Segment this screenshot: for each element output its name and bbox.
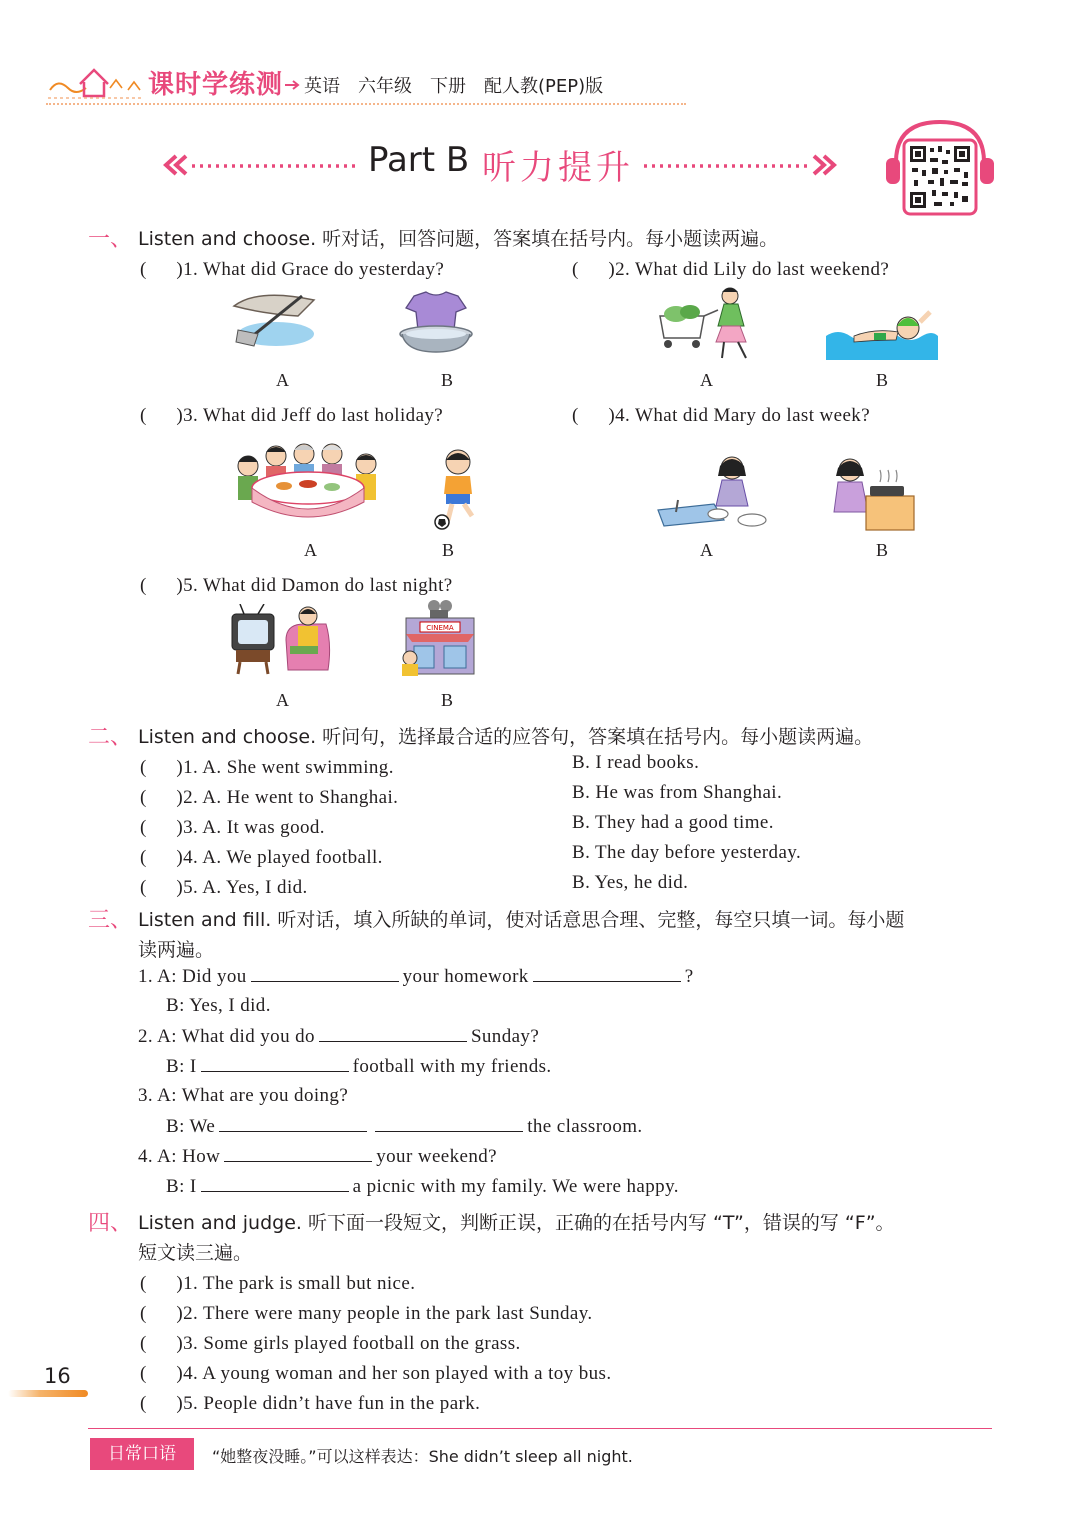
question-5-option-a[interactable]: ( )5. A. Yes, I did. bbox=[140, 877, 308, 898]
question-4[interactable]: ( )4. What did Mary do last week? bbox=[572, 405, 871, 426]
option-a-label: A bbox=[276, 690, 289, 710]
question-3[interactable]: ( )3. What did Jeff do last holiday? bbox=[140, 405, 444, 426]
blank-input[interactable] bbox=[375, 1115, 523, 1132]
section-number: 四、 bbox=[88, 1211, 133, 1236]
section-instruction: Listen and fill. 听对话，填入所缺的单词，使对话意思合理、完整，每空只填一词。每小题 bbox=[138, 909, 905, 931]
shopping-cart-illustration bbox=[652, 286, 768, 362]
footer-rule bbox=[88, 1428, 992, 1429]
dialogue-3-b: B: We the classroom. bbox=[166, 1116, 643, 1137]
blank-input[interactable] bbox=[219, 1115, 367, 1132]
section-number: 二、 bbox=[88, 725, 133, 750]
option-a-label: A bbox=[700, 540, 713, 560]
house-logo-icon bbox=[46, 60, 146, 104]
dialogue-3-a: 3. A: What are you doing? bbox=[138, 1085, 349, 1106]
option-a-label: A bbox=[700, 370, 713, 390]
cinema-illustration bbox=[396, 596, 478, 678]
header-rule bbox=[46, 103, 686, 105]
section-number: 一、 bbox=[88, 227, 133, 252]
section-number: 三、 bbox=[88, 908, 133, 933]
question-2-option-a[interactable]: ( )2. A. He went to Shanghai. bbox=[140, 787, 399, 808]
blank-input[interactable] bbox=[319, 1025, 467, 1042]
section-instruction: Listen and judge. 听下面一段短文，判断正误，正确的在括号内写 “T”，错误的写 “F”。 bbox=[138, 1212, 895, 1234]
judge-item-2[interactable]: ( )2. There were many people in the park last Sunday. bbox=[140, 1303, 593, 1324]
judge-item-4[interactable]: ( )4. A young woman and her son played with a toy bus. bbox=[140, 1363, 612, 1384]
cooking-illustration bbox=[830, 454, 916, 534]
blank-input[interactable] bbox=[533, 965, 681, 982]
banner-title: 听力提升 bbox=[482, 148, 634, 188]
page-number-bar bbox=[8, 1390, 88, 1397]
option-b-label: B bbox=[876, 540, 889, 560]
option-b-label: B bbox=[442, 540, 455, 560]
question-2[interactable]: ( )2. What did Lily do last weekend? bbox=[572, 259, 890, 280]
swimming-illustration bbox=[824, 306, 940, 362]
question-1-option-b[interactable]: B. I read books. bbox=[572, 752, 700, 773]
dialogue-4-a: 4. A: How your weekend? bbox=[138, 1146, 497, 1167]
qr-code-headphones-icon[interactable] bbox=[884, 118, 996, 218]
question-1-option-a[interactable]: ( )1. A. She went swimming. bbox=[140, 757, 394, 778]
blank-input[interactable] bbox=[201, 1055, 349, 1072]
section-instruction-cont: 读两遍。 bbox=[138, 939, 215, 961]
option-b-label: B bbox=[441, 690, 454, 710]
blank-input[interactable] bbox=[251, 965, 399, 982]
cinema-sign-text: CINEMA bbox=[426, 624, 454, 632]
judge-item-1[interactable]: ( )1. The park is small but nice. bbox=[140, 1273, 416, 1294]
question-3-option-a[interactable]: ( )3. A. It was good. bbox=[140, 817, 325, 838]
washing-clothes-illustration bbox=[396, 290, 476, 356]
dialogue-1-b: B: Yes, I did. bbox=[166, 995, 271, 1016]
judge-item-3[interactable]: ( )3. Some girls played football on the grass. bbox=[140, 1333, 521, 1354]
footer-tag: 日常口语 bbox=[90, 1438, 194, 1470]
section-instruction-cont: 短文读三遍。 bbox=[138, 1242, 253, 1264]
question-1[interactable]: ( )1. What did Grace do yesterday? bbox=[140, 259, 445, 280]
judge-item-5[interactable]: ( )5. People didn’t have fun in the park. bbox=[140, 1393, 481, 1414]
family-dinner-illustration bbox=[228, 440, 386, 524]
question-2-option-b[interactable]: B. He was from Shanghai. bbox=[572, 782, 783, 803]
footer-tip: “她整夜没睡。”可以这样表达：She didn’t sleep all night. bbox=[212, 1447, 633, 1466]
section-instruction: Listen and choose. 听问句，选择最合适的应答句，答案填在括号内。每小题读两遍。 bbox=[138, 726, 874, 748]
brand-title: 课时学练测 bbox=[148, 70, 284, 100]
question-3-option-b[interactable]: B. They had a good time. bbox=[572, 812, 774, 833]
question-4-option-b[interactable]: B. The day before yesterday. bbox=[572, 842, 802, 863]
arrow-icon bbox=[284, 78, 302, 92]
playing-football-illustration bbox=[426, 448, 490, 530]
mopping-floor-illustration bbox=[228, 286, 324, 352]
question-5[interactable]: ( )5. What did Damon do last night? bbox=[140, 575, 453, 596]
double-chevron-right-icon bbox=[642, 150, 838, 180]
watching-tv-illustration bbox=[228, 604, 336, 680]
dialogue-1-a: 1. A: Did you your homework ? bbox=[138, 966, 694, 987]
dialogue-4-b: B: I a picnic with my family. We were happy. bbox=[166, 1176, 679, 1197]
option-b-label: B bbox=[876, 370, 889, 390]
question-5-option-b[interactable]: B. Yes, he did. bbox=[572, 872, 689, 893]
banner-part: Part B bbox=[368, 140, 470, 180]
double-chevron-left-icon bbox=[162, 150, 362, 180]
dialogue-2-b: B: I football with my friends. bbox=[166, 1056, 552, 1077]
washing-dishes-illustration bbox=[654, 454, 772, 532]
option-b-label: B bbox=[441, 370, 454, 390]
option-a-label: A bbox=[304, 540, 317, 560]
question-4-option-a[interactable]: ( )4. A. We played football. bbox=[140, 847, 383, 868]
section-instruction: Listen and choose. 听对话，回答问题，答案填在括号内。每小题读两遍。 bbox=[138, 228, 779, 250]
option-a-label: A bbox=[276, 370, 289, 390]
blank-input[interactable] bbox=[201, 1175, 349, 1192]
subject-info: 英语 六年级 下册 配人教(PEP)版 bbox=[304, 76, 604, 97]
blank-input[interactable] bbox=[224, 1145, 372, 1162]
dialogue-2-a: 2. A: What did you do Sunday? bbox=[138, 1026, 540, 1047]
page-number: 16 bbox=[44, 1364, 71, 1388]
